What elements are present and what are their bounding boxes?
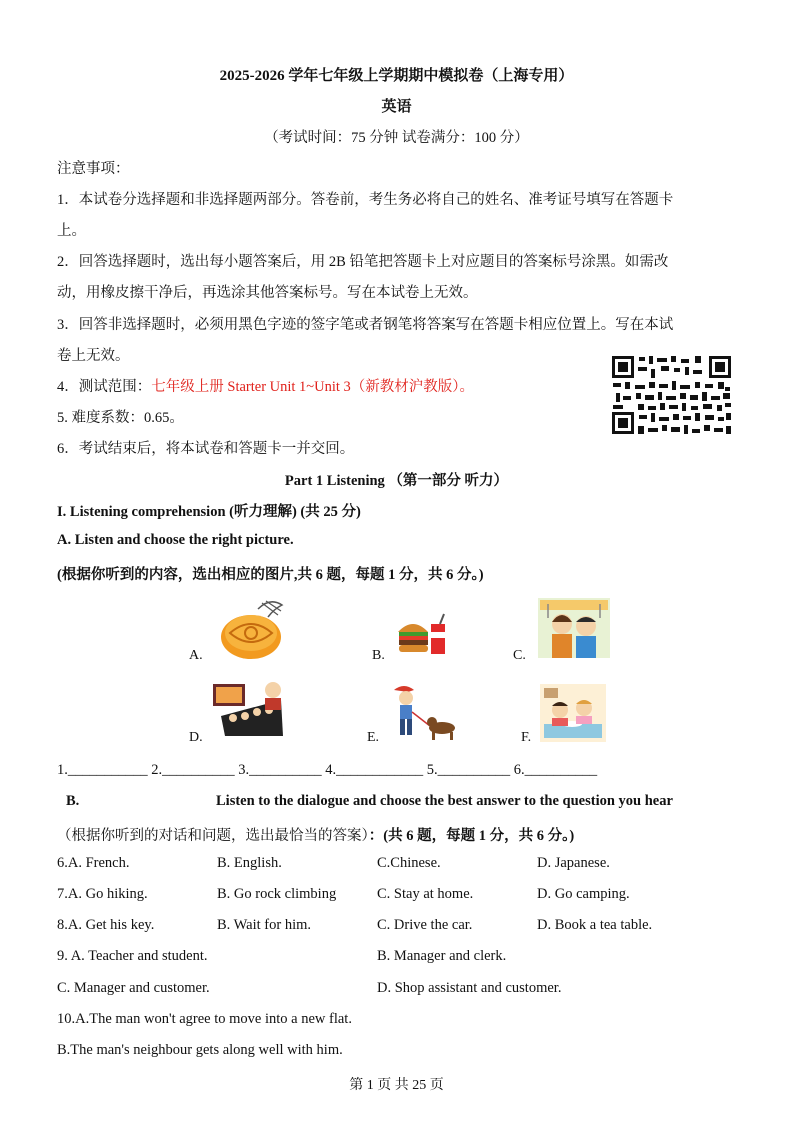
part1-title: Part 1 Listening （第一部分 听力） [284, 473, 509, 489]
note-5: 5. 难度系数：0.65。 [57, 410, 184, 426]
picture-label-a: A. [189, 648, 203, 663]
note-4 [57, 375, 474, 396]
burger-drink-icon [396, 612, 452, 658]
subway-passengers-icon [538, 598, 610, 658]
q8-option-d[interactable]: D. Book a tea table. [537, 917, 653, 933]
answer-blanks[interactable]: 1.___________ 2.__________ 3.__________ 4.____________ 5.__________ 6.__________ [57, 762, 598, 778]
q7-option-d[interactable]: D. Go camping. [537, 886, 630, 902]
picture-label-d: D. [189, 730, 203, 745]
subject-title: 英语 [381, 99, 412, 115]
q10-option-b[interactable]: B.The man's neighbour gets along well with him. [57, 1042, 343, 1058]
section-b-instr-cn: （根据你听到的对话和问题，选出最恰当的答案） [57, 828, 369, 844]
q7-option-c[interactable]: C. Stay at home. [377, 886, 474, 902]
section-b-instr-score: ：(共 6 题，每题 1 分，共 6 分。) [368, 828, 575, 844]
page-number: 第 1 页 共 25 页 [349, 1078, 444, 1093]
q8-option-c[interactable]: C. Drive the car. [377, 917, 473, 933]
note-1-line2: 上。 [57, 223, 86, 239]
picture-label-f: F. [521, 730, 532, 745]
q6-option-d[interactable]: D. Japanese. [537, 855, 610, 871]
q9-option-d[interactable]: D. Shop assistant and customer. [377, 980, 562, 996]
picture-label-c: C. [513, 648, 526, 663]
note-1-line1: 1．本试卷分选择题和非选择题两部分。答卷前，考生务必将自己的姓名、准考证号填写在答题卡 [57, 192, 674, 208]
section-a-title: A. Listen and choose the right picture. [57, 532, 294, 548]
mooncake-icon [218, 595, 288, 661]
family-dinner-icon [540, 684, 606, 742]
note-3-line1: 3．回答非选择题时，必须用黑色字迹的签字笔或者钢笔将答案写在答题卡相应位置上。写在本试 [57, 317, 674, 333]
q6-option-b[interactable]: B. English. [217, 855, 282, 871]
q9-option-b[interactable]: B. Manager and clerk. [377, 948, 507, 964]
q9-option-c[interactable]: C. Manager and customer. [57, 980, 210, 996]
qr-code-icon [611, 355, 732, 435]
section-b-title: Listen to the dialogue and choose the best answer to the question you hear [216, 793, 673, 809]
notes-heading: 注意事项： [57, 161, 130, 177]
boy-walking-dog-icon [388, 682, 462, 742]
note-3-line2: 卷上无效。 [57, 348, 130, 364]
section-b-instructions [57, 824, 574, 845]
picture-label-b: B. [372, 648, 385, 663]
picture-label-e: E. [367, 730, 380, 745]
q7-option-a[interactable]: 7.A. Go hiking. [57, 886, 148, 902]
q10-option-a[interactable]: 10.A.The man won't agree to move into a new flat. [57, 1011, 352, 1027]
q6-option-c[interactable]: C.Chinese. [377, 855, 441, 871]
exam-title: 2025-2026 学年七年级上学期期中模拟卷（上海专用） [219, 68, 574, 84]
q6-option-a[interactable]: 6.A. French. [57, 855, 130, 871]
section1-title: I. Listening comprehension (听力理解) (共 25 分) [57, 504, 361, 520]
section-a-instructions: (根据你听到的内容，选出相应的图片,共 6 题，每题 1 分，共 6 分。) [57, 567, 484, 583]
q8-option-b[interactable]: B. Wait for him. [217, 917, 312, 933]
q9-option-a[interactable]: 9. A. Teacher and student. [57, 948, 208, 964]
note-2-line1: 2．回答选择题时，选出每小题答案后，用 2B 铅笔把答题卡上对应题目的答案标号涂黑。如需改 [57, 254, 669, 270]
note-6: 6．考试结束后，将本试卷和答题卡一并交回。 [57, 441, 355, 457]
note-4-scope: 七年级上册 Starter Unit 1~Unit 3（新教材沪教版）。 [151, 379, 475, 395]
q7-option-b[interactable]: B. Go rock climbing [217, 886, 337, 902]
q8-option-a[interactable]: 8.A. Get his key. [57, 917, 155, 933]
section-b-label: B. [66, 793, 80, 809]
note-4-prefix: 4．测试范围： [57, 379, 152, 395]
exam-info: （考试时间：75 分钟 试卷满分：100 分） [264, 130, 529, 146]
cinema-audience-icon [211, 680, 287, 738]
note-2-line2: 动，用橡皮擦干净后，再选涂其他答案标号。写在本试卷上无效。 [57, 285, 478, 301]
